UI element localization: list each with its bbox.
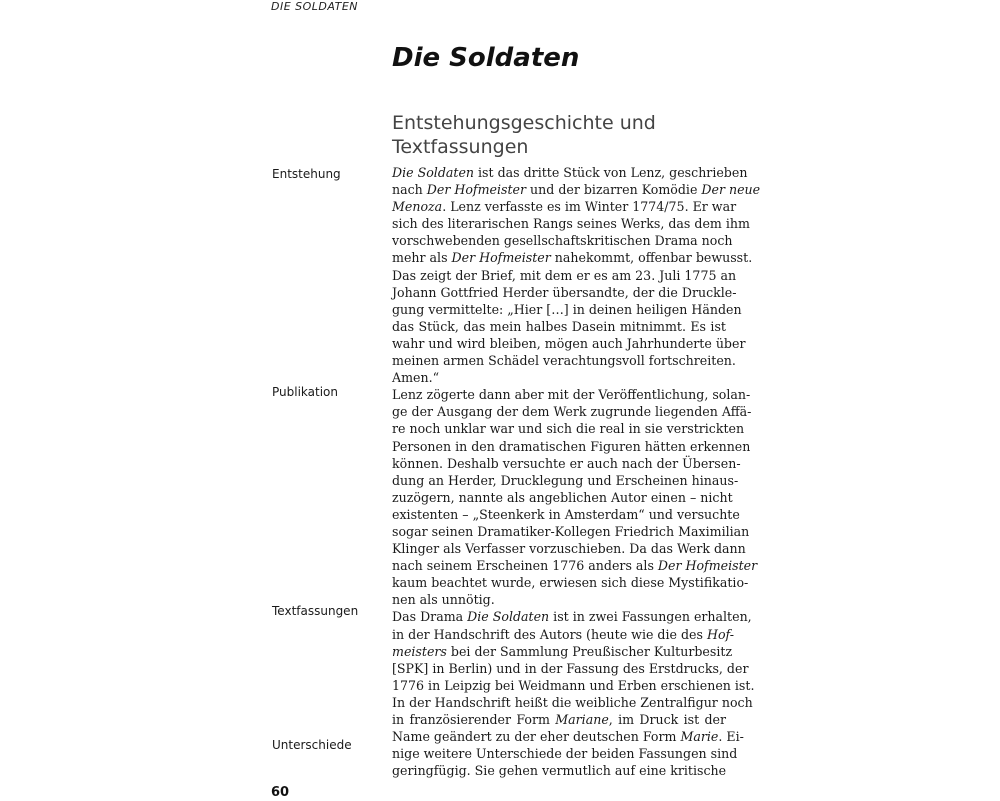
- text-line: ge der Ausgang der dem Werk zugrunde liegenden Affä-: [392, 404, 752, 420]
- text-line: Das zeigt der Brief, mit dem er es am 23. Juli 1775 an: [392, 267, 737, 283]
- text-line: nach Der Hofmeister und der bizarren Komödie Der neue: [392, 182, 761, 198]
- text-line: zuzögern, nannte als angeblichen Autor einen – nicht: [392, 489, 733, 505]
- text-line: nach seinem Erscheinen 1776 anders als Der Hofmeister: [392, 558, 758, 574]
- text-line: Amen.“: [392, 370, 440, 386]
- text-line: gung vermittelte: „Hier […] in deinen heiligen Händen: [392, 301, 742, 317]
- text-line: meinen armen Schädel verachtungsvoll fortschreiten.: [392, 353, 736, 369]
- text-line: 1776 in Leipzig bei Weidmann und Erben erschienen ist.: [392, 677, 755, 693]
- text-line: Das Drama Die Soldaten ist in zwei Fassungen erhalten,: [392, 609, 752, 625]
- text-line: Personen in den dramatischen Figuren hätten erkennen: [392, 438, 751, 454]
- text-line: in französierender Form Mariane, im Druck ist der: [392, 712, 726, 727]
- running-head: DIE SOLDATEN: [271, 0, 359, 13]
- text-line: Lenz zögerte dann aber mit der Veröffentlichung, solan-: [392, 387, 751, 403]
- text-line: geringfügig. Sie gehen vermutlich auf eine kritische: [392, 763, 727, 779]
- text-line: sich des literarischen Rangs seines Werks, das dem ihm: [392, 216, 750, 232]
- text-line: können. Deshalb versuchte er auch nach der Übersen-: [392, 455, 741, 471]
- margin-note-publikation: Publikation: [272, 385, 338, 399]
- text-line: Menoza. Lenz verfasste es im Winter 1774/75. Er war: [392, 199, 737, 215]
- margin-note-entstehung: Entstehung: [272, 167, 341, 181]
- text-line: wahr und wird bleiben, mögen auch Jahrhunderte über: [392, 335, 746, 351]
- body-text: [392, 164, 761, 779]
- text-line: mehr als Der Hofmeister nahekommt, offenbar bewusst.: [392, 250, 753, 266]
- chapter-title: Die Soldaten: [392, 43, 580, 73]
- text-line: dung an Herder, Drucklegung und Erscheinen hinaus-: [392, 472, 739, 488]
- text-line: Die Soldaten ist das dritte Stück von Lenz, geschrieben: [392, 165, 748, 180]
- text-line: Johann Gottfried Herder übersandte, der die Druckle-: [392, 284, 737, 300]
- page-number: 60: [271, 785, 290, 800]
- text-line: nige weitere Unterschiede der beiden Fassungen sind: [392, 746, 738, 762]
- section-title: Entstehungsgeschichte und Textfassungen: [392, 112, 656, 158]
- margin-note-textfassungen: Textfassungen: [272, 604, 359, 618]
- text-line: kaum beachtet wurde, erwiesen sich diese Mystifikatio-: [392, 575, 749, 591]
- text-line: existenten – „Steenkerk in Amsterdam“ und versuchte: [392, 506, 740, 522]
- text-line: In der Handschrift heißt die weibliche Zentralfigur noch: [392, 694, 753, 710]
- text-line: Name geändert zu der eher deutschen Form Marie. Ei-: [392, 729, 744, 745]
- text-line: re noch unklar war und sich die real in sie verstrickten: [392, 421, 745, 437]
- text-line: das Stück, das mein halbes Dasein mitnimmt. Es ist: [392, 318, 726, 334]
- margin-note-unterschiede: Unterschiede: [272, 738, 352, 752]
- text-line: meisters bei der Sammlung Preußischer Kulturbesitz: [392, 643, 733, 659]
- text-line: [SPK] in Berlin) und in der Fassung des Erstdrucks, der: [392, 660, 749, 676]
- text-line: vorschwebenden gesellschaftskritischen Drama noch: [392, 233, 733, 249]
- text-line: Klinger als Verfasser vorzuschieben. Da das Werk dann: [392, 541, 746, 557]
- text-line: nen als unnötig.: [392, 592, 495, 608]
- text-line: in der Handschrift des Autors (heute wie die des Hof-: [392, 626, 735, 642]
- text-line: sogar seinen Dramatiker-Kollegen Friedrich Maximilian: [392, 523, 750, 539]
